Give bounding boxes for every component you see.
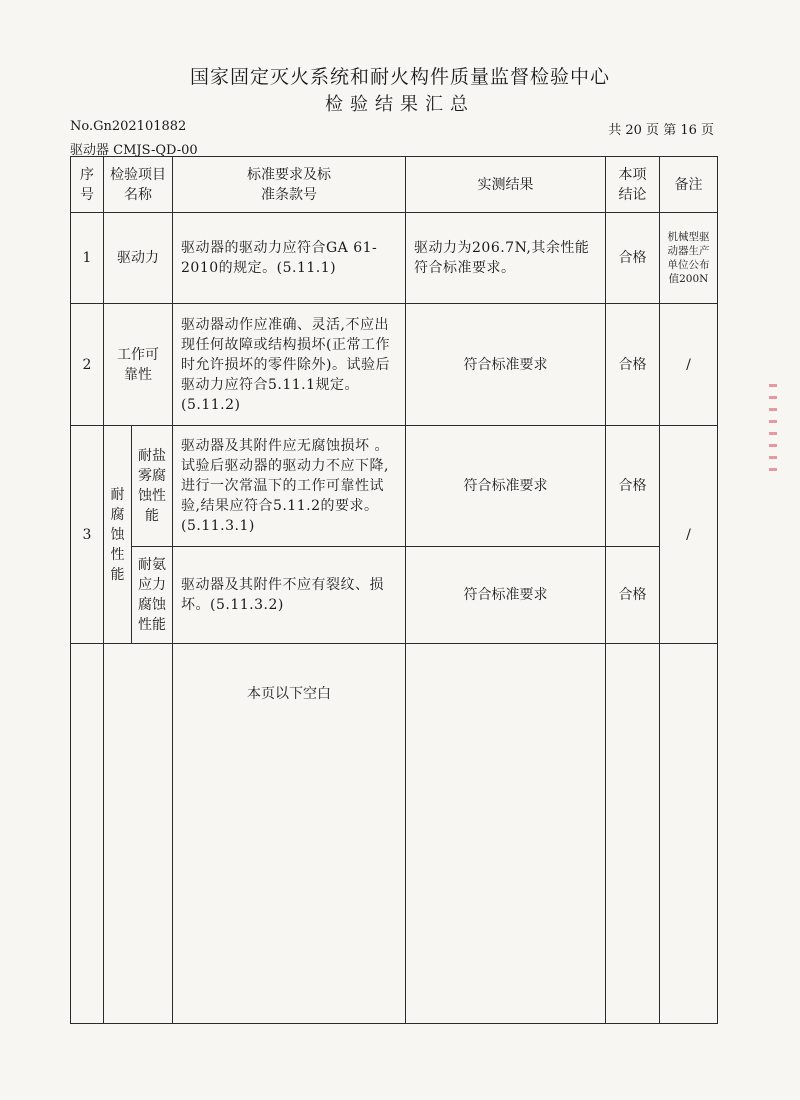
blank-row [71,644,718,1024]
header-conclusion: 本项结论 [606,157,660,213]
row-standard: 驱动器动作应准确、灵活,不应出现任何故障或结构损坏(正常工作时允许损坏的零件除外)。试验后驱动力应符合5.11.1规定。(5.11.2) [173,304,406,426]
table-row [71,304,718,426]
table-row [71,426,718,547]
seal-edge [766,375,780,485]
row-result: 驱动力为206.7N,其余性能符合标准要求。 [406,213,606,304]
row-standard: 驱动器的驱动力应符合GA 61-2010的规定。(5.11.1) [173,213,406,304]
report-number: No.Gn202101882 [70,119,187,134]
header-row [71,157,718,213]
sub-item-standard: 驱动器及其附件不应有裂纹、损坏。(5.11.3.2) [173,547,406,644]
row-conclusion: 合格 [606,213,660,304]
product-model: 驱动器 CMJS-QD-00 [70,143,198,158]
doc-title: 检验结果汇总 [325,94,475,115]
row-remark: / [660,426,718,644]
results-table [70,156,718,1024]
sub-item-conclusion: 合格 [606,426,660,547]
row-item: 驱动力 [104,213,173,304]
blank-note: 本页以下空白 [173,644,406,1024]
table-row [71,547,718,644]
header-remark: 备注 [660,157,718,213]
header-standard: 标准要求及标准条款号 [173,157,406,213]
row-item: 耐腐蚀性能 [104,426,132,644]
row-remark: 机械型驱动器生产单位公布值200N [660,213,718,304]
row-conclusion: 合格 [606,304,660,426]
row-item: 工作可靠性 [104,304,173,426]
header-result: 实测结果 [406,157,606,213]
sub-item-name: 耐盐雾腐蚀性能 [132,426,173,547]
header-seq: 序号 [71,157,104,213]
table-row [71,213,718,304]
sub-item-result: 符合标准要求 [406,426,606,547]
sub-item-result: 符合标准要求 [406,547,606,644]
row-result: 符合标准要求 [406,304,606,426]
row-seq: 3 [71,426,104,644]
sub-item-conclusion: 合格 [606,547,660,644]
row-seq: 2 [71,304,104,426]
sub-item-name: 耐氨应力腐蚀性能 [132,547,173,644]
org-title: 国家固定灭火系统和耐火构件质量监督检验中心 [189,66,610,88]
page-info: 共 20 页 第 16 页 [608,123,714,138]
sub-item-standard: 驱动器及其附件应无腐蚀损坏 。试验后驱动器的驱动力不应下降,进行一次常温下的工作可靠性试验,结果应符合5.11.2的要求。(5.11.3.1) [173,426,406,547]
header-item: 检验项目名称 [104,157,173,213]
row-seq: 1 [71,213,104,304]
row-remark: / [660,304,718,426]
